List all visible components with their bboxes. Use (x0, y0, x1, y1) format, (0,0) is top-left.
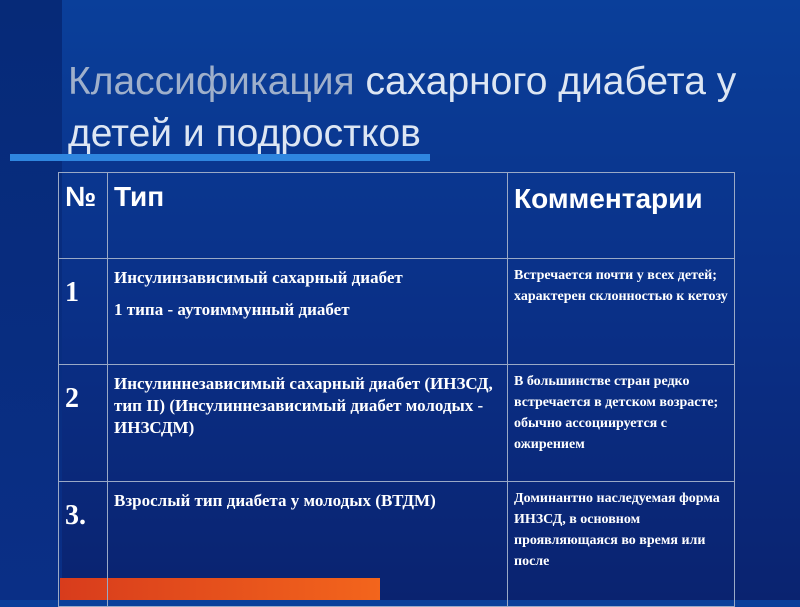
table-row (59, 259, 735, 365)
slide-title-part1: Классификация (68, 60, 366, 103)
classification-table (58, 172, 735, 607)
table-row (59, 365, 735, 482)
table-header-row (59, 173, 735, 259)
row-type-line2: 1 типа - аутоиммунный диабет (114, 300, 350, 319)
row-number: 3. (59, 482, 108, 607)
slide-title-part2: сахарного диабета у детей и подростков (68, 60, 737, 155)
row-type (108, 259, 508, 365)
row-type-line1: Инсулинзависимый сахарный диабет (114, 268, 403, 287)
header-comments: Комментарии (508, 173, 735, 259)
row-number: 2 (59, 365, 108, 482)
left-background-band (0, 0, 62, 600)
table-row (59, 482, 735, 607)
row-type: Взрослый тип диабета у молодых (ВТДМ) (108, 482, 508, 607)
header-number: № (59, 173, 108, 259)
row-number: 1 (59, 259, 108, 365)
slide-title (68, 56, 800, 160)
row-type: Инсулиннезависимый сахарный диабет (ИНЗСД, тип II) (Инсулиннезависимый диабет молодых - ИНЗСДМ) (108, 365, 508, 482)
row-comment: В большинстве стран редко встречается в детском возрасте; обычно ассоциируется с ожирением (508, 365, 735, 482)
row-comment: Доминантно наследуемая форма ИНЗСД, в основном проявляющаяся во время или после (508, 482, 735, 607)
row-comment: Встречается почти у всех детей; характерен склонностью к кетозу (508, 259, 735, 365)
header-type: Тип (108, 173, 508, 259)
